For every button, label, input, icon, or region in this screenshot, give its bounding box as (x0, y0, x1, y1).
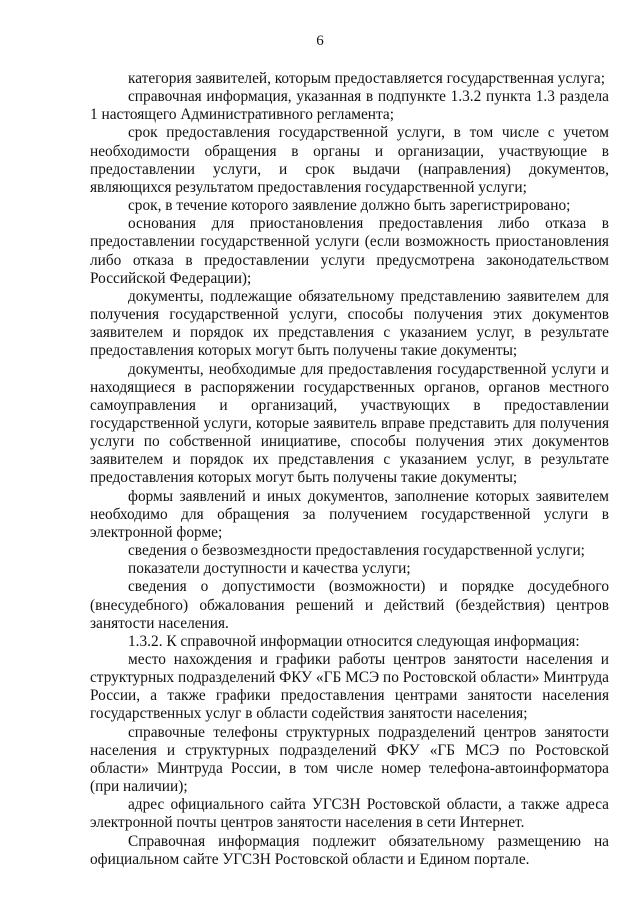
paragraph-website-email: адрес официального сайта УГСЗН Ростовской области, а также адреса электронной почты центров занятости населения в сети Интернет. (90, 796, 609, 832)
paragraph-free-of-charge: сведения о безвозмездности предоставления государственной услуги; (128, 542, 585, 560)
paragraph-publication-requirement: Справочная информация подлежит обязательному размещению на официальном сайте УГСЗН Ростовской области и Едином портале. (90, 832, 609, 868)
paragraph-service-term: срок предоставления государственной услуги, в том числе с учетом необходимости обращения в органы и организации, участвующие в предоставлении услуги, и срок выдачи (направления) документов, являющихся результатом предоставления государственной услуги; (90, 124, 609, 196)
paragraph-section-1-3-2: 1.3.2. К справочной информации относится следующая информация: (128, 632, 580, 650)
document-body (90, 70, 609, 869)
paragraph-mandatory-documents: документы, подлежащие обязательному представлению заявителем для получения государственной услуги, способы получения этих документов заявителем и порядок их представления с указанием услуг, в результате предоставления которых могут быть получены такие документы; (90, 287, 609, 360)
paragraph-locations-schedules: место нахождения и графики работы центров занятости населения и структурных подразделений ФКУ «ГБ МСЭ по Ростовской области» Минтруда России, а также графики предоставления центрами занятости населения государственных услуг в области содействия занятости населения; (90, 651, 609, 723)
paragraph-applicant-category: категория заявителей, которым предоставляется государственная услуга; (128, 70, 605, 87)
paragraph-reference-info: справочная информация, указанная в подпункте 1.3.2 пункта 1.3 раздела 1 настоящего Административного регламента; (90, 88, 609, 124)
paragraph-application-forms: формы заявлений и иных документов, заполнение которых заявителем необходимо для обращения за получением государственной услуги в электронной форме; (90, 487, 609, 541)
paragraph-registration-term: срок, в течение которого заявление должно быть зарегистрировано; (128, 197, 571, 215)
page-number: 6 (316, 33, 324, 49)
paragraph-appeal-procedure: сведения о допустимости (возможности) и порядке досудебного (внесудебного) обжалования решений и действий (бездействия) центров занятости населения. (90, 578, 609, 632)
paragraph-quality-indicators: показатели доступности и качества услуги; (128, 560, 411, 578)
paragraph-suspension-grounds: основания для приостановления предоставления либо отказа в предоставлении государственной услуги (если возможность приостановления либо отказа в предоставлении услуги предусмотрена законодательством Российской Федерации); (90, 215, 609, 287)
paragraph-reference-phones: справочные телефоны структурных подразделений центров занятости населения и структурных подразделений ФКУ «ГБ МСЭ по Ростовской области» Минтруда России, в том числе номер телефона-автоинформатора (при наличии); (90, 723, 609, 796)
paragraph-optional-documents: документы, необходимые для предоставления государственной услуги и находящиеся в распоряжении государственных органов, органов местного самоуправления и организаций, участвующих в предоставлении государственной услуги, которые заявитель вправе представить для получения услуги по собственной инициативе, способы получения этих документов заявителем и порядок их представления с указанием услуг, в результате предоставления которых могут быть получены такие документы; (90, 360, 609, 487)
